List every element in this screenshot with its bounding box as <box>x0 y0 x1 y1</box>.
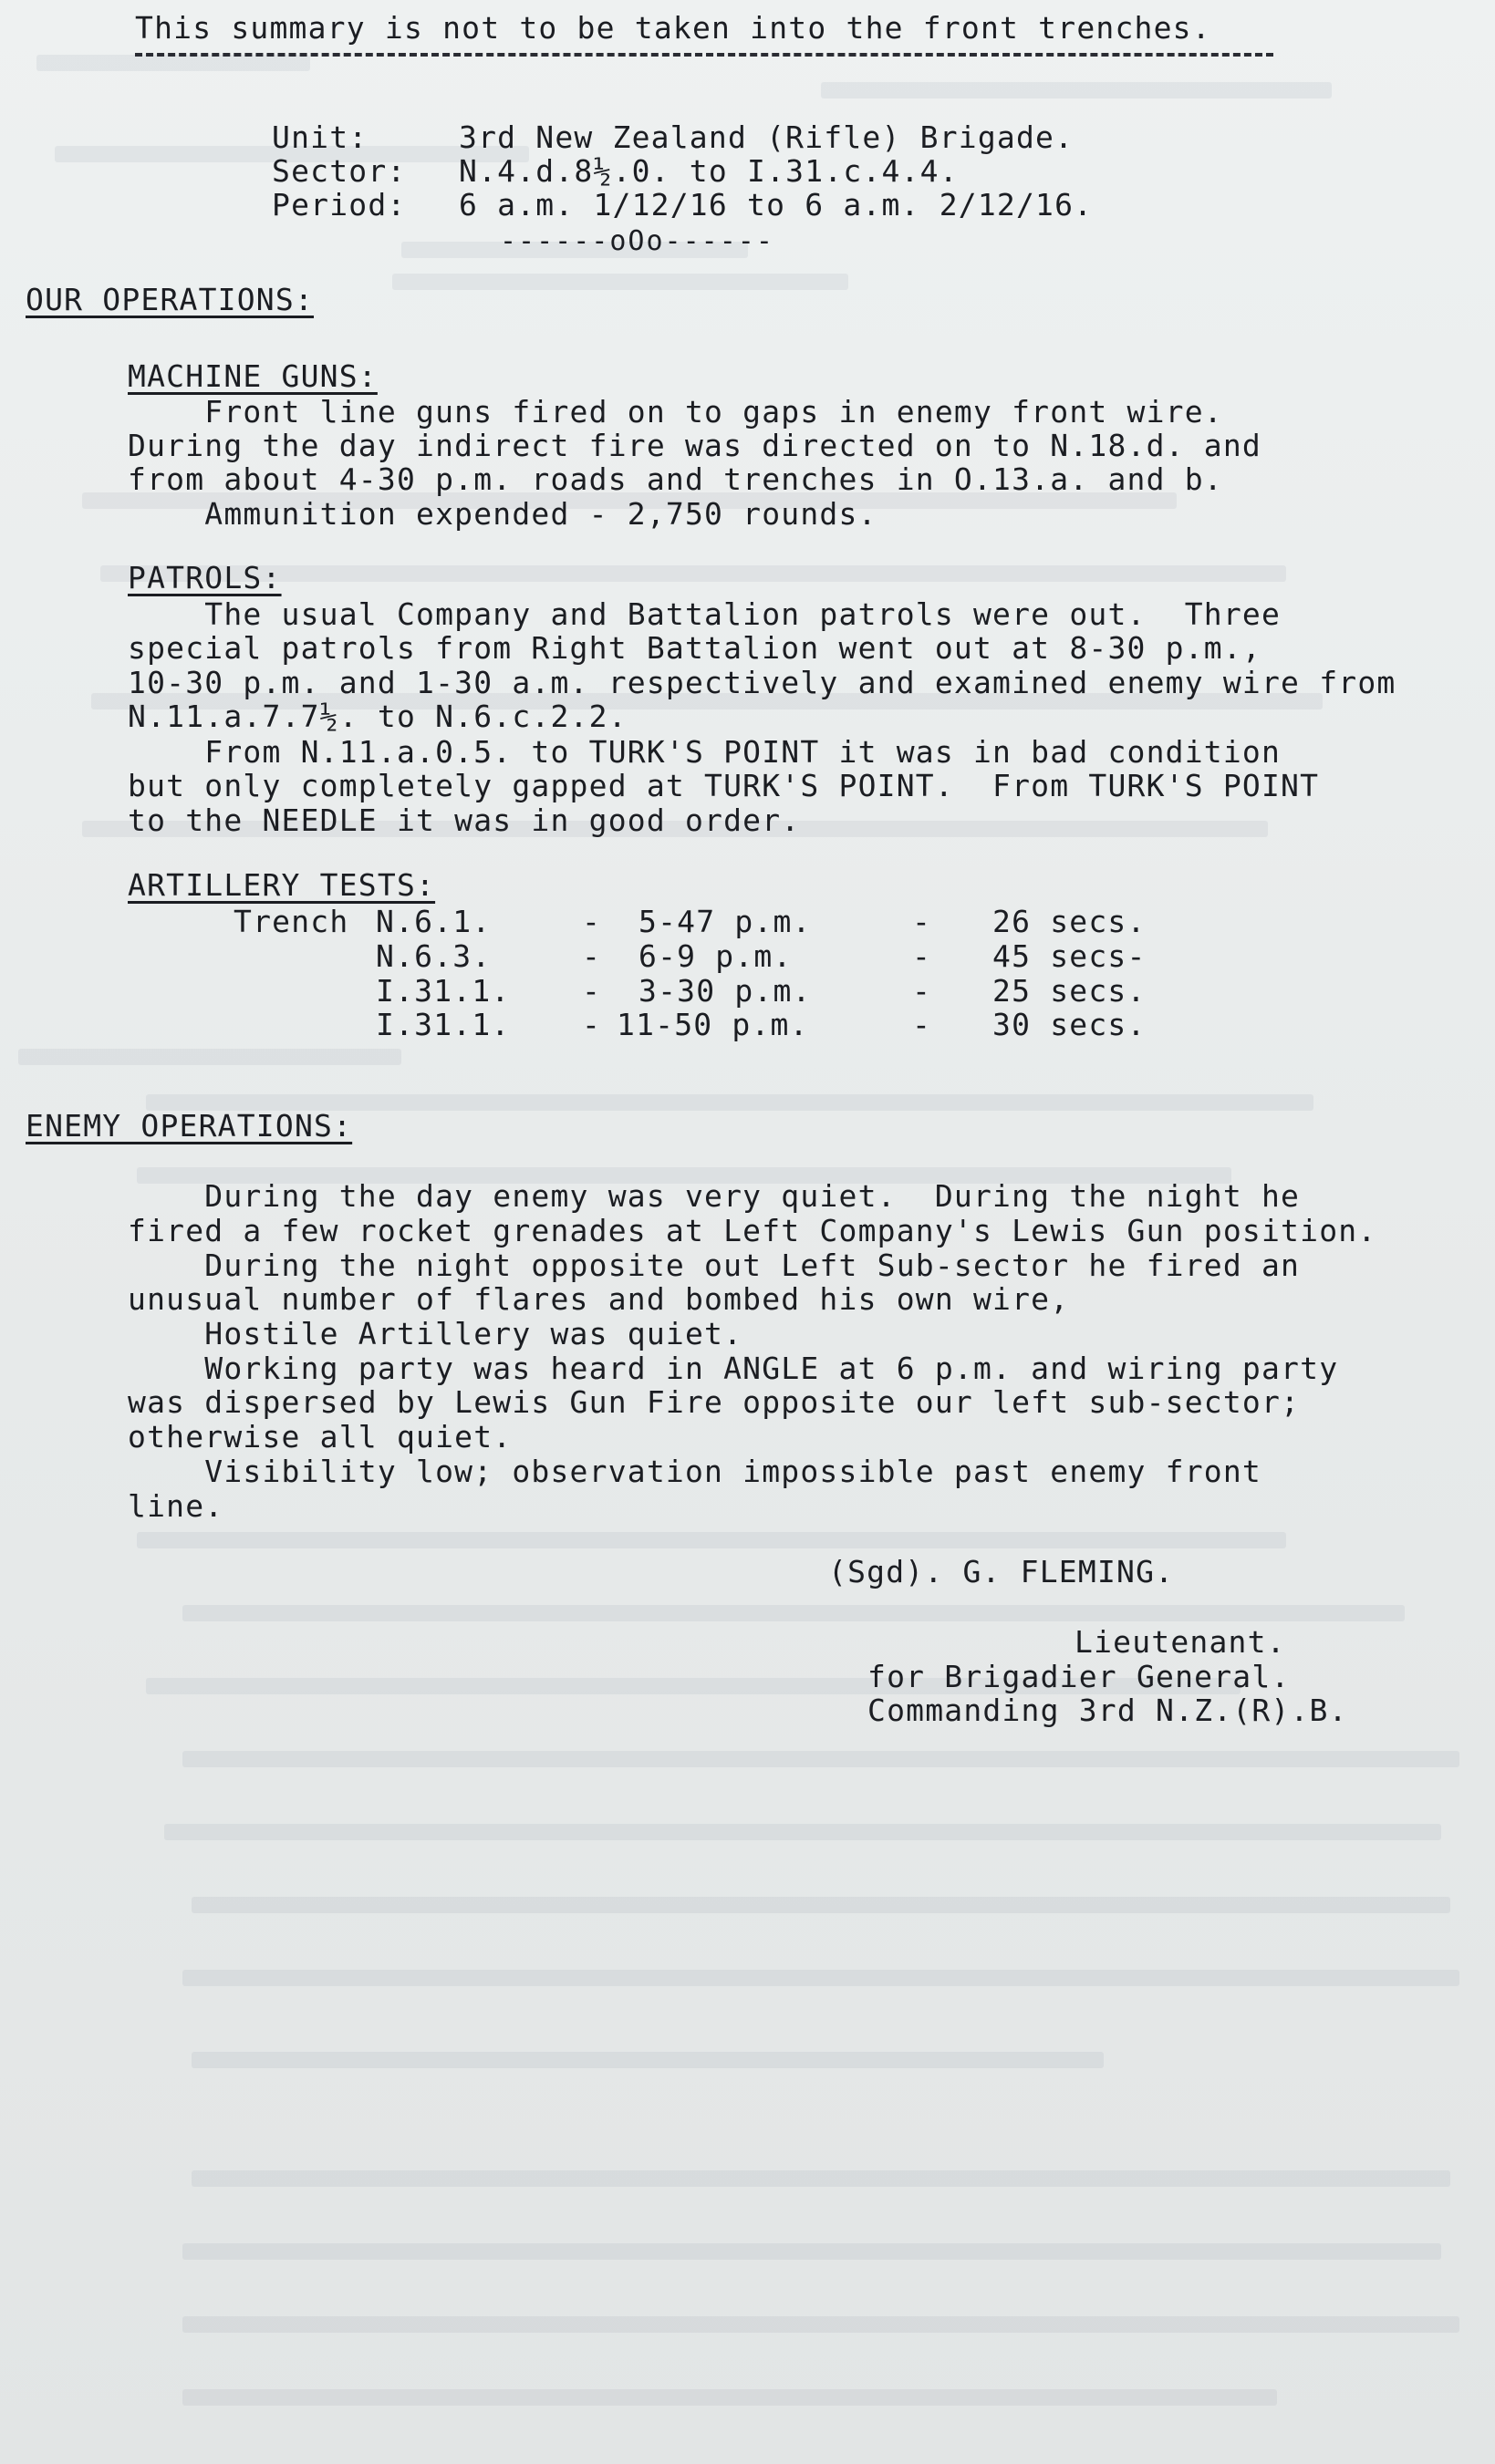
period-value: 6 a.m. 1/12/16 to 6 a.m. 2/12/16. <box>459 187 1094 223</box>
enemy-operations-line: line. <box>128 1488 224 1524</box>
enemy-operations-line: During the day enemy was very quiet. During the night he <box>128 1178 1301 1214</box>
signature-rank: Lieutenant. <box>1075 1624 1286 1660</box>
artillery-row-time: 5-47 p.m. <box>638 904 812 939</box>
sector-label: Sector: <box>272 153 407 189</box>
period-label: Period: <box>272 187 407 223</box>
artillery-row-duration: 26 secs. <box>992 904 1147 939</box>
patrols-line: The usual Company and Battalion patrols were out. Three <box>128 596 1282 632</box>
enemy-operations-line: fired a few rocket grenades at Left Company's Lewis Gun position. <box>128 1213 1377 1248</box>
circulation-notice: This summary is not to be taken into the front trenches. <box>135 10 1211 46</box>
machine-guns-heading: MACHINE GUNS: <box>128 358 378 394</box>
unit-label: Unit: <box>272 119 369 155</box>
enemy-operations-line: Working party was heard in ANGLE at 6 p.m. and wiring party <box>128 1351 1339 1386</box>
artillery-tests-heading: ARTILLERY TESTS: <box>128 867 436 903</box>
artillery-row-duration: 45 secs- <box>992 938 1147 974</box>
enemy-operations-heading: ENEMY OPERATIONS: <box>26 1108 353 1144</box>
artillery-row-dash: - <box>912 904 932 939</box>
notice-dashed-rule <box>135 53 1273 57</box>
artillery-row-duration: 30 secs. <box>992 1007 1147 1042</box>
signature-command: Commanding 3rd N.Z.(R).B. <box>867 1693 1348 1728</box>
artillery-row-trench: N.6.1. <box>376 904 492 939</box>
artillery-row-trench: N.6.3. <box>376 938 492 974</box>
artillery-row-trench: I.31.1. <box>376 973 511 1009</box>
machine-guns-line: During the day indirect fire was directed on to N.18.d. and <box>128 428 1261 463</box>
patrols-line: but only completely gapped at TURK'S POINT. From TURK'S POINT <box>128 768 1320 803</box>
unit-value: 3rd New Zealand (Rifle) Brigade. <box>459 119 1075 155</box>
enemy-operations-line: Visibility low; observation impossible past enemy front <box>128 1454 1261 1489</box>
our-operations-heading: OUR OPERATIONS: <box>26 282 315 317</box>
artillery-row-dash: - <box>912 1007 932 1042</box>
artillery-row-time: 11-50 p.m. <box>617 1007 809 1042</box>
artillery-row-dash: - <box>912 938 932 974</box>
artillery-row-dash: - <box>912 973 932 1009</box>
header-separator: ------oOo------ <box>500 225 774 257</box>
sector-value: N.4.d.8½.0. to I.31.c.4.4. <box>459 153 959 189</box>
machine-guns-line: from about 4-30 p.m. roads and trenches in O.13.a. and b. <box>128 461 1223 497</box>
artillery-row-dash: - <box>582 1007 602 1042</box>
artillery-row-time: 3-30 p.m. <box>638 973 812 1009</box>
patrols-line: N.11.a.7.7½. to N.6.c.2.2. <box>128 699 628 734</box>
patrols-line: to the NEEDLE it was in good order. <box>128 802 801 838</box>
artillery-row-trench: I.31.1. <box>376 1007 511 1042</box>
enemy-operations-line: unusual number of flares and bombed his own wire, <box>128 1281 1070 1317</box>
signature-name: (Sgd). G. FLEMING. <box>828 1554 1175 1589</box>
enemy-operations-line: otherwise all quiet. <box>128 1419 513 1455</box>
signature-for-line: for Brigadier General. <box>867 1659 1291 1694</box>
artillery-row-dash: - <box>582 973 602 1009</box>
artillery-row-time: 6-9 p.m. <box>638 938 793 974</box>
patrols-line: special patrols from Right Battalion went out at 8-30 p.m., <box>128 630 1261 666</box>
patrols-line: 10-30 p.m. and 1-30 a.m. respectively and examined enemy wire from <box>128 665 1396 700</box>
patrols-line: From N.11.a.0.5. to TURK'S POINT it was in bad condition <box>128 734 1282 770</box>
artillery-trench-prefix: Trench <box>234 904 349 939</box>
machine-guns-line: Front line guns fired on to gaps in enemy front wire. <box>128 394 1223 430</box>
artillery-row-dash: - <box>582 938 602 974</box>
patrols-heading: PATROLS: <box>128 560 282 595</box>
enemy-operations-line: During the night opposite out Left Sub-sector he fired an <box>128 1248 1301 1283</box>
machine-guns-line: Ammunition expended - 2,750 rounds. <box>128 496 877 532</box>
enemy-operations-line: Hostile Artillery was quiet. <box>128 1316 743 1351</box>
artillery-row-duration: 25 secs. <box>992 973 1147 1009</box>
artillery-row-dash: - <box>582 904 602 939</box>
enemy-operations-line: was dispersed by Lewis Gun Fire opposite our left sub-sector; <box>128 1384 1301 1420</box>
